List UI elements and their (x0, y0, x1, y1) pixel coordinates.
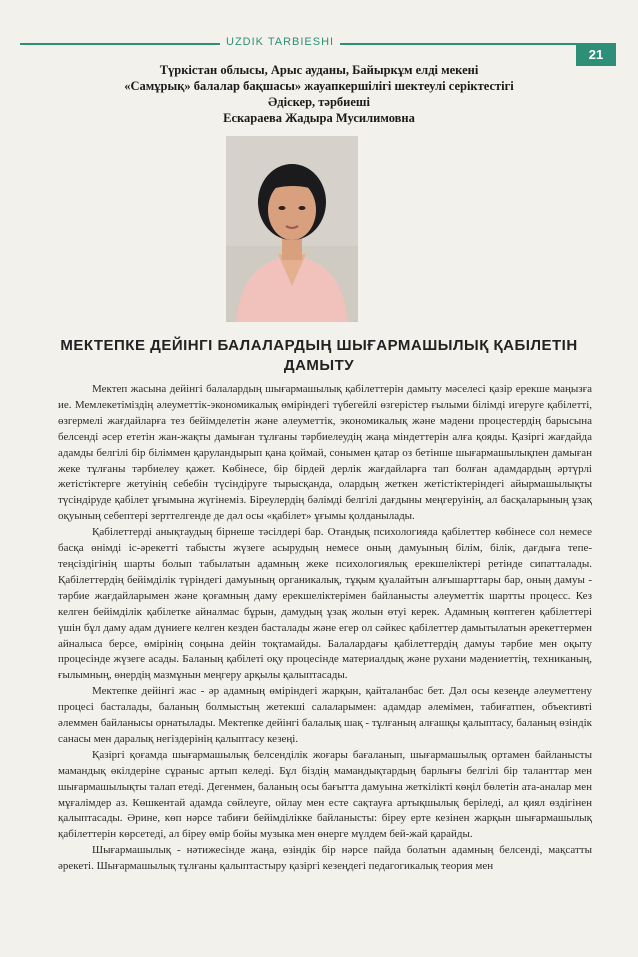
page-number: 21 (576, 44, 616, 66)
author-location: Түркістан облысы, Арыс ауданы, Байыркұм елді мекені (159, 63, 479, 77)
paragraph: Мектеп жасына дейінгі балалардың шығармашылық қабілеттерін дамыту мәселесі қазір ерекше маңызға ие. Мемлекетіміздің әлеуметтік-экономикалық өміріндегі түбегейлі өзгерістер ғылыми білімді игеруге қабілетті, өзгермелі жағдайларға тез бейімделетін және әлеуметтік, экономикалық және мәдени процестердің барысына белсенді әсер ететін жан-жақты дамыған тұлғаны тәрбиелеудің жаңа міндеттерін алға қояды. Қазіргі жағдайда адамды белгілі бір біліммен қаруландырып қана қоймай, сонымен қатар оз бетінше шығармашылықпен дамыған жеке тұлғаны тәрбиелеу қажет. Көбінесе, бір бірдей дерлік жағдайларға тап болған адамдардың әртүрлі жетістіктерге жетуінің себебін түсіндіруге тырысқанда, олардың жеткен жетістіктеріндегі айырмашылықты түсіндіруде қабілет ұғымына жүгінеміз. Біреулердің бәлімді белгілі дағдыны меңгеруінің, ал басқаларының ұзақ оқуының себептері зерттелгенде де дәл осы «қабілет» ұғымы қолданылады. (58, 383, 592, 523)
paragraph: Мектепке дейінгі жас - әр адамның өміріндегі жарқын, қайталанбас бет. Дәл осы кезеңде әлеуметтену процесі басталады, баланың болмыстың жетекші салаларымен: адамдар әлемімен, табиғатпен, объективті әлеммен байланысы орнатылады. Мектепке дейінгі балалық шақ - тұлғаның алғашқы қалыптасу, баланың өзіндік санасы мен даралық негіздерінің қалыптасу кезеңі. (58, 685, 592, 745)
author-position: Әдіскер, тәрбиеші (268, 95, 370, 109)
portrait-photo-icon (226, 136, 358, 322)
magazine-title: UZDIK TARBIESHI (220, 36, 340, 48)
article-title: МЕКТЕПКЕ ДЕЙІНГІ БАЛАЛАРДЫҢ ШЫҒАРМАШЫЛЫҚ ҚАБІЛЕТІН ДАМЫТУ (60, 337, 578, 374)
paragraph: Қазіргі қоғамда шығармашылық белсенділік жоғары бағаланып, шығармашылық ортамен байланысты мамандық өкілдеріне сұраныс артып келеді. Бұл біздің мамандықтардың барлығы белгілі бір таланттар мен шығармашылықты талап етеді. Дегенмен, баланың осы бағытта дамуына жеткілікті көңіл бөлетін ата-аналар мен мұғалімдер аз. Көшкентай адамда сөйлеуге, ойлау мен есте сақтауға артықшылық беріледі, ал қиял өздігінен қалыптасады. Әрине, көп нәрсе табиғи бейімділікке байланысты: біреу ерте кезінен жарқын шығармашылық қабілеттерін көрсетеді, ал біреу өмір бойы музыка мен өнерге мүлдем бей-жай қарайды. (58, 748, 592, 841)
article-body (58, 382, 592, 875)
author-name: Ескараева Жадыра Мусилимовна (223, 111, 415, 125)
author-organization: «Самұрық» балалар бақшасы» жауапкершілігі шектеулі серіктестігі (124, 79, 514, 93)
paragraph: Шығармашылық - нәтижесінде жаңа, өзіндік бір нәрсе пайда болатын адамның белсенді, мақсатты әрекеті. Шығармашылық тұлғаны қалыптастыру қазіргі кезеңдегі педагогикалық теория мен (58, 844, 592, 873)
paragraph: Қабілеттерді анықтаудың бірнеше тәсілдері бар. Отандық психологияда қабілеттер көбінесе сол немесе басқа өнімді іс-әрекетті табысты жүзеге асырудың немесе оның дамуының білім, білік, дағдыға тепе-теңсіздігінің шарты болып табылатын адамның жеке психологиялық ерекшеліктері ретінде сипатталады. Қабілеттердің бейімділік түріндегі дамуының органикалық, тұқым қуалайтын алғышарттары бар, оның дамуы - тәрбие жағдайларымен және қоғамның даму ерекшеліктерімен байланысты әлеуметтік шартты процесс. Кез келген бейімділік қабілетке айналмас бұрын, дамудың ұзақ жолын өтуі керек. Адамның көптеген қабілеттері үшін бұл даму адам дүниеге келген кезден басталады және егер ол сәйкес қабілеттер дамытылатын әрекеттермен айналыса берсе, өмірінің соңына дейін тоқтамайды. Балалардағы қабілеттердің дамуы тәрбие мен оқыту процесінде жүзеге асады. Баланың қабілеті оқу процесінде материалдық және рухани мәдениеттің, техниканың, ғылымның, өнердің мазмұнын меңгеру арқылы қалыптасады. (58, 526, 592, 682)
author-photo (226, 136, 358, 322)
author-info (80, 62, 558, 126)
